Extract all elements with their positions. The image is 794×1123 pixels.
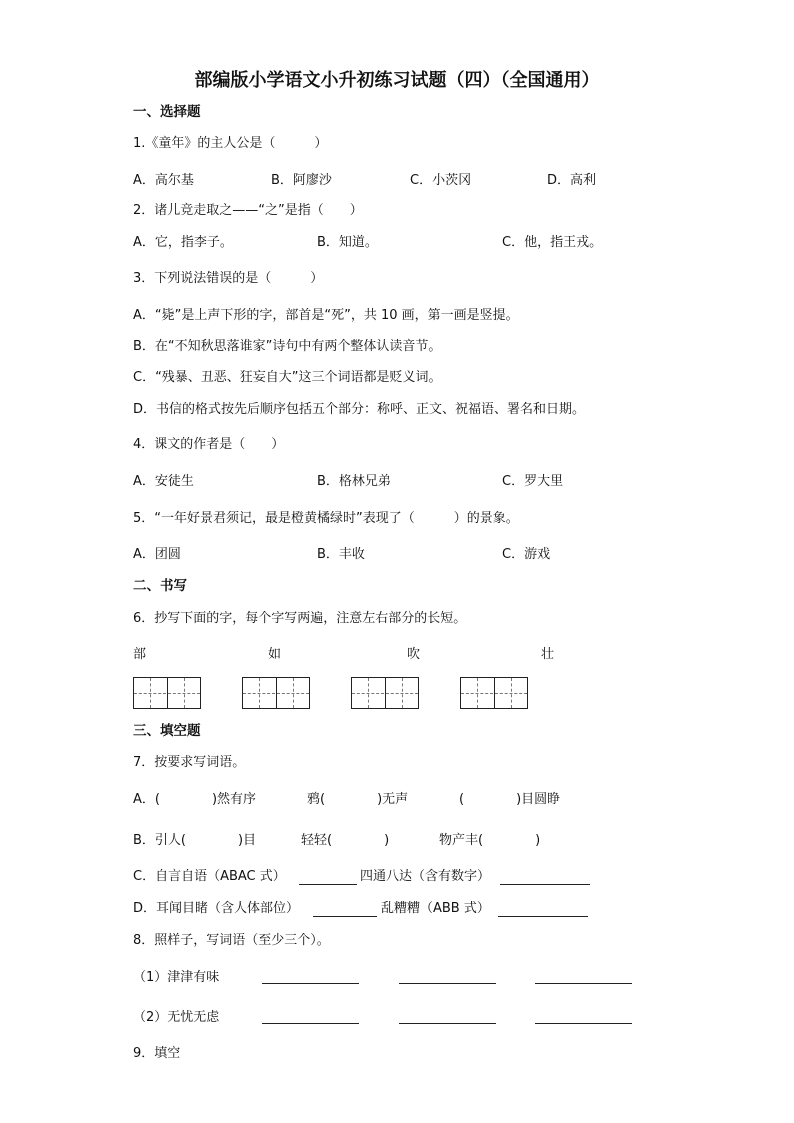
q8-item-1-blank-2[interactable] bbox=[399, 983, 496, 984]
q6-stem: 6．抄写下面的字，每个字写两遍，注意左右部分的长短。 bbox=[133, 611, 467, 626]
q4-option-c[interactable]: C．罗大里 bbox=[502, 474, 564, 489]
q6-char-3: 吹 bbox=[407, 647, 421, 662]
q6-char-4: 壮 bbox=[541, 647, 555, 662]
q4-option-a[interactable]: A．安徒生 bbox=[133, 474, 194, 489]
q5-option-c[interactable]: C．游戏 bbox=[502, 547, 551, 562]
q7-row-d-label-2: 乱糟糟（ABB 式） bbox=[381, 901, 490, 916]
writing-grid-2[interactable] bbox=[242, 677, 310, 709]
q7-row-b-2[interactable]: 轻轻( ) bbox=[301, 833, 390, 848]
q1-option-a[interactable]: A．高尔基 bbox=[133, 173, 194, 188]
q7-row-c-label-1: C．自言自语（ABAC 式） bbox=[133, 869, 286, 884]
section-heading-writing: 二、书写 bbox=[133, 578, 187, 594]
q8-item-2-blank-3[interactable] bbox=[535, 1023, 632, 1024]
q8-stem: 8．照样子，写词语（至少三个）。 bbox=[133, 933, 330, 948]
q7-row-b-3[interactable]: 物产丰( ) bbox=[439, 833, 541, 848]
q3-option-b[interactable]: B．在“不知秋思落谁家”诗句中有两个整体认读音节。 bbox=[133, 339, 442, 354]
q5-stem: 5．“一年好景君须记，最是橙黄橘绿时”表现了（ ）的景象。 bbox=[133, 511, 519, 526]
q7-row-a-2[interactable]: 鸦( )无声 bbox=[307, 792, 409, 807]
q3-stem: 3．下列说法错误的是（ ） bbox=[133, 271, 324, 286]
q7-stem: 7．按要求写词语。 bbox=[133, 755, 246, 770]
q7-row-c-label-2: 四通八达（含有数字） bbox=[360, 869, 491, 884]
section-heading-choice: 一、选择题 bbox=[133, 104, 201, 120]
q7-row-a-1[interactable]: A．( )然有序 bbox=[133, 792, 257, 807]
q4-option-b[interactable]: B．格林兄弟 bbox=[317, 474, 391, 489]
q8-item-2-blank-2[interactable] bbox=[399, 1023, 496, 1024]
section-heading-fill: 三、填空题 bbox=[133, 723, 201, 739]
page-title: 部编版小学语文小升初练习试题（四）（全国通用） bbox=[194, 70, 600, 91]
q5-option-a[interactable]: A．团圆 bbox=[133, 547, 181, 562]
q1-option-d[interactable]: D．高利 bbox=[547, 173, 597, 188]
q2-option-b[interactable]: B．知道。 bbox=[317, 235, 378, 250]
q7-row-d-label-1: D．耳闻目睹（含人体部位） bbox=[133, 901, 300, 916]
q3-option-a[interactable]: A．“毙”是上声下形的字，部首是“死”，共 10 画，第一画是竖提。 bbox=[133, 308, 519, 323]
q8-item-2: （2）无忧无虑 bbox=[133, 1010, 220, 1025]
q5-option-b[interactable]: B．丰收 bbox=[317, 547, 365, 562]
q8-item-1: （1）津津有味 bbox=[133, 970, 220, 985]
q6-char-2: 如 bbox=[268, 647, 282, 662]
q2-option-a[interactable]: A．它，指李子。 bbox=[133, 235, 233, 250]
q7-row-d-blank-1[interactable] bbox=[313, 916, 377, 917]
q4-stem: 4．课文的作者是（ ） bbox=[133, 437, 285, 452]
q8-item-1-blank-3[interactable] bbox=[535, 983, 632, 984]
q9-stem: 9．填空 bbox=[133, 1046, 181, 1061]
writing-grid-1[interactable] bbox=[133, 677, 201, 709]
q2-option-c[interactable]: C．他，指王戎。 bbox=[502, 235, 603, 250]
writing-grid-4[interactable] bbox=[460, 677, 528, 709]
q7-row-b-1[interactable]: B．引人( )目 bbox=[133, 833, 257, 848]
q1-option-b[interactable]: B．阿廖沙 bbox=[271, 173, 332, 188]
q7-row-d-blank-2[interactable] bbox=[498, 916, 588, 917]
q2-stem: 2．诸儿竞走取之——“之”是指（ ） bbox=[133, 203, 363, 218]
q7-row-c-blank-1[interactable] bbox=[299, 884, 357, 885]
q3-option-c[interactable]: C．“残暴、丑恶、狂妄自大”这三个词语都是贬义词。 bbox=[133, 370, 442, 385]
q7-row-c-blank-2[interactable] bbox=[500, 884, 590, 885]
q8-item-1-blank-1[interactable] bbox=[262, 983, 359, 984]
writing-grid-3[interactable] bbox=[351, 677, 419, 709]
q8-item-2-blank-1[interactable] bbox=[262, 1023, 359, 1024]
q7-row-a-3[interactable]: ( )目圆睁 bbox=[459, 792, 561, 807]
q1-stem: 1.《童年》的主人公是（ ） bbox=[133, 136, 328, 151]
q6-char-1: 部 bbox=[133, 647, 147, 662]
q3-option-d[interactable]: D．书信的格式按先后顺序包括五个部分：称呼、正文、祝福语、署名和日期。 bbox=[133, 402, 586, 417]
q1-option-c[interactable]: C．小茨冈 bbox=[410, 173, 472, 188]
